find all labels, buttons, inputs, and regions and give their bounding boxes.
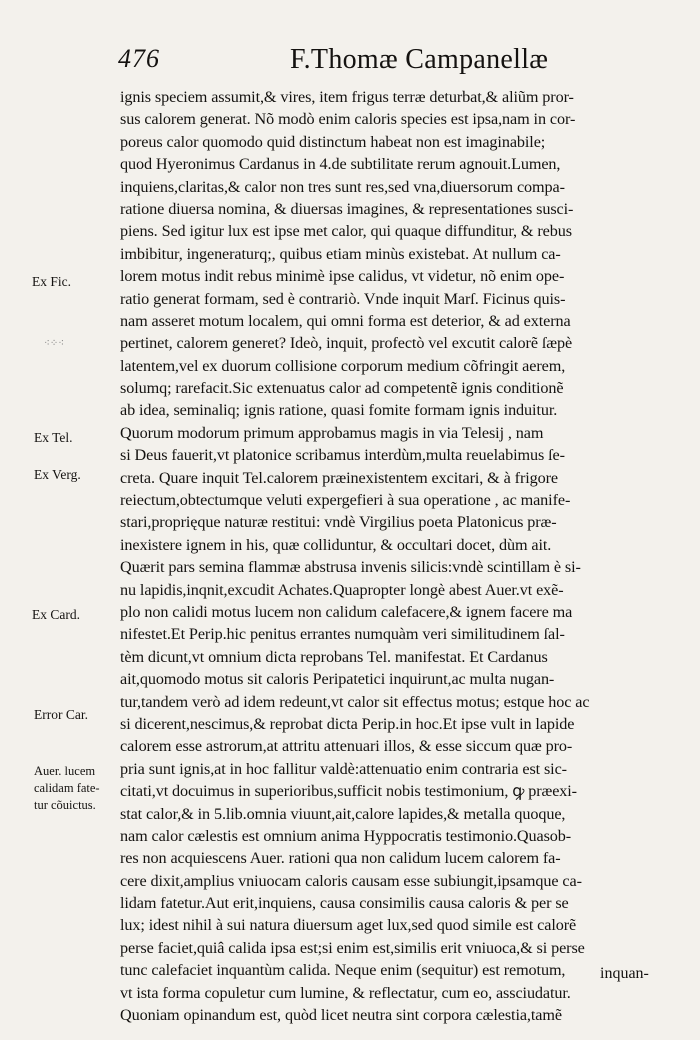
margin-note-line: Auer. lucem [34, 764, 96, 778]
text-line: stari,proprięque naturæ restitui: vndè Virgilius poeta Platonicus præ- [120, 513, 557, 532]
text-line: inexistere ignem in his, quæ colliduntur, & occultari docet, dùm ait. [120, 535, 552, 554]
text-line: citati,vt docuimus in superioribus,sufficit nobis testimonium, ꝙ præexi- [120, 782, 577, 801]
text-line: ratione diuersa nomina, & diuersas imagines, & representationes susci- [120, 199, 574, 218]
margin-note-line: Ex Fic. [32, 274, 71, 289]
margin-note-ex-fic [32, 274, 71, 289]
margin-note-ex-tel [34, 430, 73, 445]
text-line: imbibitur, ingeneraturq;, quibus etiam minùs existebat. At nullum ca- [120, 244, 561, 263]
body-text [120, 86, 678, 1026]
margin-note-line: Error Car. [34, 707, 88, 722]
text-line: plo non calidi motus lucem non calidum calefacere,& ignem facere ma [120, 602, 573, 621]
text-line: si dicerent,nescimus,& reprobat dicta Perip.in hoc.Et ipse vult in lapide [120, 714, 575, 733]
text-line: latentem,vel ex duorum collisione corporum medium cõfringit aerem, [120, 356, 566, 375]
text-line: sus calorem generat. Nõ modò enim caloris species est ipsa,nam in cor- [120, 110, 576, 129]
text-line: ab idea, seminaliq; ignis ratione, quasi fomite formam ignis induitur. [120, 401, 558, 420]
catchword: inquan- [600, 965, 649, 982]
margin-note-line: calidam fate- [34, 781, 100, 795]
text-line: piens. Sed igitur lux est ipse met calor, qui quaque diffunditur, & rebus [120, 222, 572, 241]
ink-blot: ⁖⁘⁖ [44, 338, 65, 349]
text-line: tunc calefaciet inquantùm calida. Neque enim (sequitur) est remotum, [120, 961, 566, 980]
text-line: tur,tandem verò ad idem redeunt,vt calor sit effectus motus; estque hoc ac [120, 692, 590, 711]
text-line: solumq; rarefacit.Sic extenuatus calor ad competentẽ ignis conditionẽ [120, 379, 564, 398]
margin-note-line: tur cõuictus. [34, 798, 96, 812]
margin-note-error-car [34, 707, 88, 722]
text-line: Quoniam opinandum est, quòd licet neutra sint corpora cælestia,tamẽ [120, 1006, 562, 1025]
text-line: creta. Quare inquit Tel.calorem præinexistentem excitari, & à frigore [120, 468, 558, 487]
margin-note-line: Ex Verg. [34, 467, 81, 482]
text-line: lux; idest nihil à sui natura diuersum aget lux,sed quod simile est calorẽ [120, 916, 577, 935]
text-line: reiectum,obtectumque veluti expergefieri à sua operatione , ac manife- [120, 491, 571, 510]
text-line: stat calor,& in 5.lib.omnia viuunt,ait,calore lapides,& metalla quoque, [120, 804, 566, 823]
text-line: lorem motus indit rebus minimè ipse calidus, vt videtur, nõ enim ope- [120, 267, 565, 286]
text-line: Quorum modorum primum approbamus magis in via Telesij , nam [120, 423, 544, 442]
text-line: vt ista forma copuletur cum lumine, & reflectatur, cum eo, assciudatur. [120, 983, 571, 1002]
text-line: ignis speciem assumit,& vires, item frigus terræ deturbat,& aliũm pror- [120, 88, 574, 106]
margin-note-auer [34, 763, 100, 814]
text-line: pertinet, calorem generet? Ideò, inquit, profectò vel excutit calorẽ ſæpè [120, 334, 573, 353]
text-line: nam asseret motum localem, qui omni forma est deterior, & ad externa [120, 311, 571, 330]
text-line: tèm dicunt,vt omnium dicta reprobans Tel. manifestat. Et Cardanus [120, 647, 548, 666]
text-line: lidam fatetur.Aut erit,inquiens, causa consimilis causa caloris & per se [120, 894, 569, 913]
text-line: Quærit pars semina flammæ abstrusa invenis silicis:vndè scintillam è si- [120, 558, 581, 577]
text-line: perse faciet,quiâ calida ipsa est;si enim est,similis erit vniuoca,& si perse [120, 938, 585, 957]
page-number: 476 [118, 44, 160, 73]
text-line: poreus calor quomodo quid distinctum habeat non est imaginabile; [120, 132, 546, 151]
text-line: nam calor cælestis est omnium anima Hyppocratis testimonio.Quasob- [120, 826, 572, 845]
text-line: cere dixit,amplius vniuocam caloris causam esse subiungit,ipsamque ca- [120, 871, 582, 890]
margin-note-line: Ex Tel. [34, 430, 73, 445]
text-line: nifestet.Et Perip.hic penitus errantes numquàm veri similitudinem ſal- [120, 625, 565, 644]
margin-note-ex-verg [34, 467, 81, 482]
text-line: inquiens,claritas,& calor non tres sunt res,sed vna,diuersorum compa- [120, 177, 565, 196]
text-line: res non acquiescens Auer. rationi qua non calidum lucem calorem fa- [120, 849, 561, 868]
text-line: calorem esse astrorum,at attritu attenuari illos, & esse siccum quæ pro- [120, 737, 573, 756]
margin-note-ex-card [32, 607, 80, 622]
text-line: si Deus fauerit,vt platonice scribamus interdùm,multa reuelabimus ſe- [120, 446, 565, 465]
running-title: F.Thomæ Campanellæ [290, 44, 549, 75]
text-line: quod Hyeronimus Cardanus in 4.de subtilitate rerum agnouit.Lumen, [120, 155, 561, 174]
page-header [118, 44, 678, 84]
text-line: pria sunt ignis,at in hoc fallitur valdè:attenuatio enim contraria est sic- [120, 759, 567, 778]
text-line: ratio generat formam, sed è contrariò. Vnde inquit Marſ. Ficinus quis- [120, 289, 566, 308]
margin-note-line: Ex Card. [32, 607, 80, 622]
text-line: nu lapidis,inqnit,excudit Achates.Quapropter longè abest Auer.vt exẽ- [120, 580, 564, 599]
text-line: ait,quomodo motus sit caloris Peripatetici inquirunt,ac multa nugan- [120, 670, 555, 689]
